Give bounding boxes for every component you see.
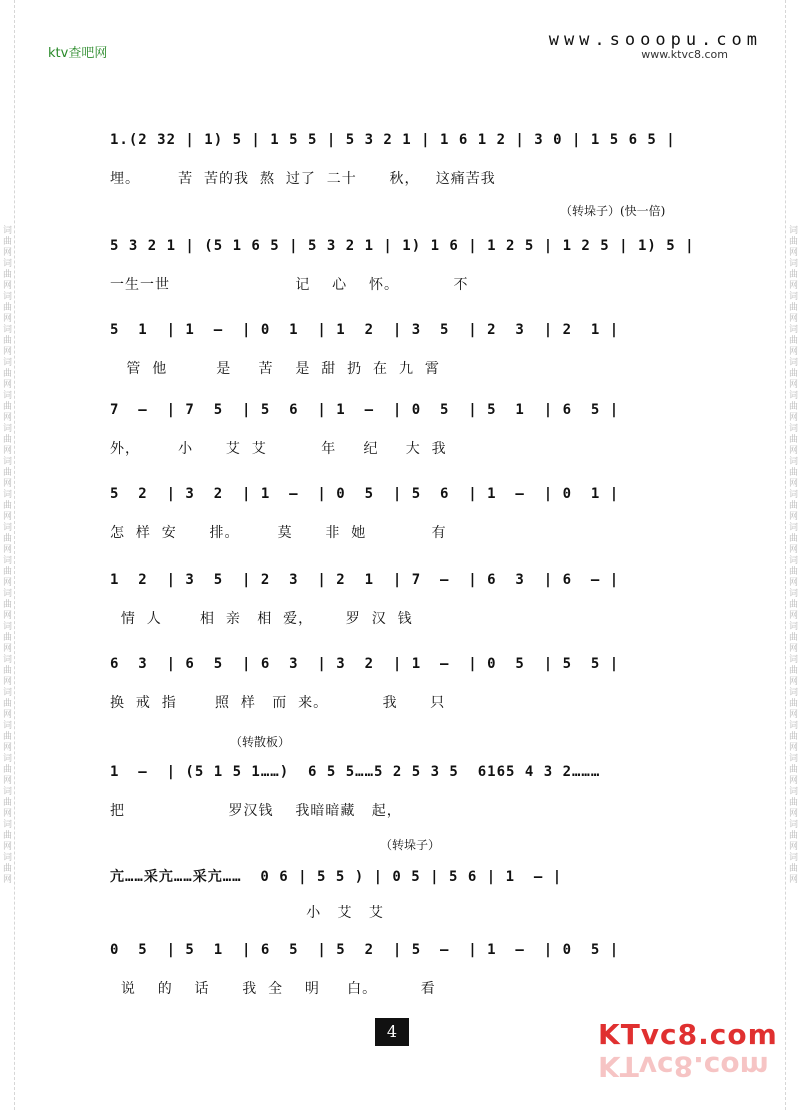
lyrics: 怎 样 安 排。 莫 非 她 有	[110, 525, 447, 541]
site-logo-reflection	[598, 1050, 769, 1083]
tempo-mark-1: （转垛子）(快一倍)	[560, 204, 666, 218]
notation: 亢……采亢……采亢…… 0 6 | 5 5 ) | 0 5 | 5 6 | 1 — |	[110, 869, 563, 885]
notation: 1 2 | 3 5 | 2 3 | 2 1 | 7 — | 6 3 | 6 — |	[110, 572, 620, 588]
lyrics: 情 人 相 亲 相 爱， 罗 汉 钱	[110, 611, 413, 627]
lyrics: 管 他 是 苦 是 甜 扔 在 九 霄	[110, 361, 440, 377]
site-url-right: www.sooopu.com	[548, 30, 762, 50]
logo-text: KTvc8.com	[598, 1018, 778, 1051]
lyrics: 换 戒 指 照 样 而 来。 我 只	[110, 695, 446, 711]
lyrics: 小 艾 艾	[110, 905, 384, 921]
notation: 0 5 | 5 1 | 6 5 | 5 2 | 5 — | 1 — | 0 5 |	[110, 942, 620, 958]
notation: 1 — | (5 1 5 1……) 6 5 5……5 2 5 3 5 6165 4 3 2………	[110, 764, 601, 780]
site-name-left: ktv查吧网	[48, 46, 108, 61]
lyrics: 外， 小 艾 艾 年 纪 大 我	[110, 441, 447, 457]
watermark-sidebar-right: 词曲网词曲网词曲网词曲网词曲网词曲网词曲网词曲网词曲网词曲网词曲网词曲网词曲网词曲网词曲网词曲网词曲网词曲网词曲网词曲网	[785, 0, 800, 1110]
lyrics: 说 的 话 我 全 明 白。 看	[110, 981, 436, 997]
lyrics: 一生一世 记 心 怀。 不	[110, 277, 469, 293]
site-url-secondary: www.ktvc8.com	[641, 48, 728, 61]
notation: 5 1 | 1 — | 0 1 | 1 2 | 3 5 | 2 3 | 2 1 |	[110, 322, 620, 338]
notation: 5 2 | 3 2 | 1 — | 0 5 | 5 6 | 1 — | 0 1 |	[110, 486, 620, 502]
tempo-mark-3: （转垛子）	[380, 838, 441, 852]
notation: 7 — | 7 5 | 5 6 | 1 — | 0 5 | 5 1 | 6 5 |	[110, 402, 620, 418]
lyrics: 把 罗汉钱 我暗暗藏 起，	[110, 803, 402, 819]
site-logo	[598, 1018, 778, 1051]
watermark-sidebar-left: 词曲网词曲网词曲网词曲网词曲网词曲网词曲网词曲网词曲网词曲网词曲网词曲网词曲网词曲网词曲网词曲网词曲网词曲网词曲网词曲网	[0, 0, 15, 1110]
notation: 5 3 2 1 | (5 1 6 5 | 5 3 2 1 | 1) 1 6 | 1 2 5 | 1 2 5 | 1) 5 |	[110, 238, 695, 254]
notation: 1.(2 32 | 1) 5 | 1 5 5 | 5 3 2 1 | 1 6 1 2 | 3 0 | 1 5 6 5 |	[110, 132, 676, 148]
lyrics: 埋。 苦 苦的我 熬 过了 二十 秋， 这痛苦我	[110, 171, 496, 187]
notation: 6 3 | 6 5 | 6 3 | 3 2 | 1 — | 0 5 | 5 5 |	[110, 656, 620, 672]
page-number: 4	[375, 1018, 409, 1046]
logo-reflection-text: KTvc8.com	[598, 1050, 769, 1083]
tempo-mark-2: （转散板）	[230, 735, 291, 749]
